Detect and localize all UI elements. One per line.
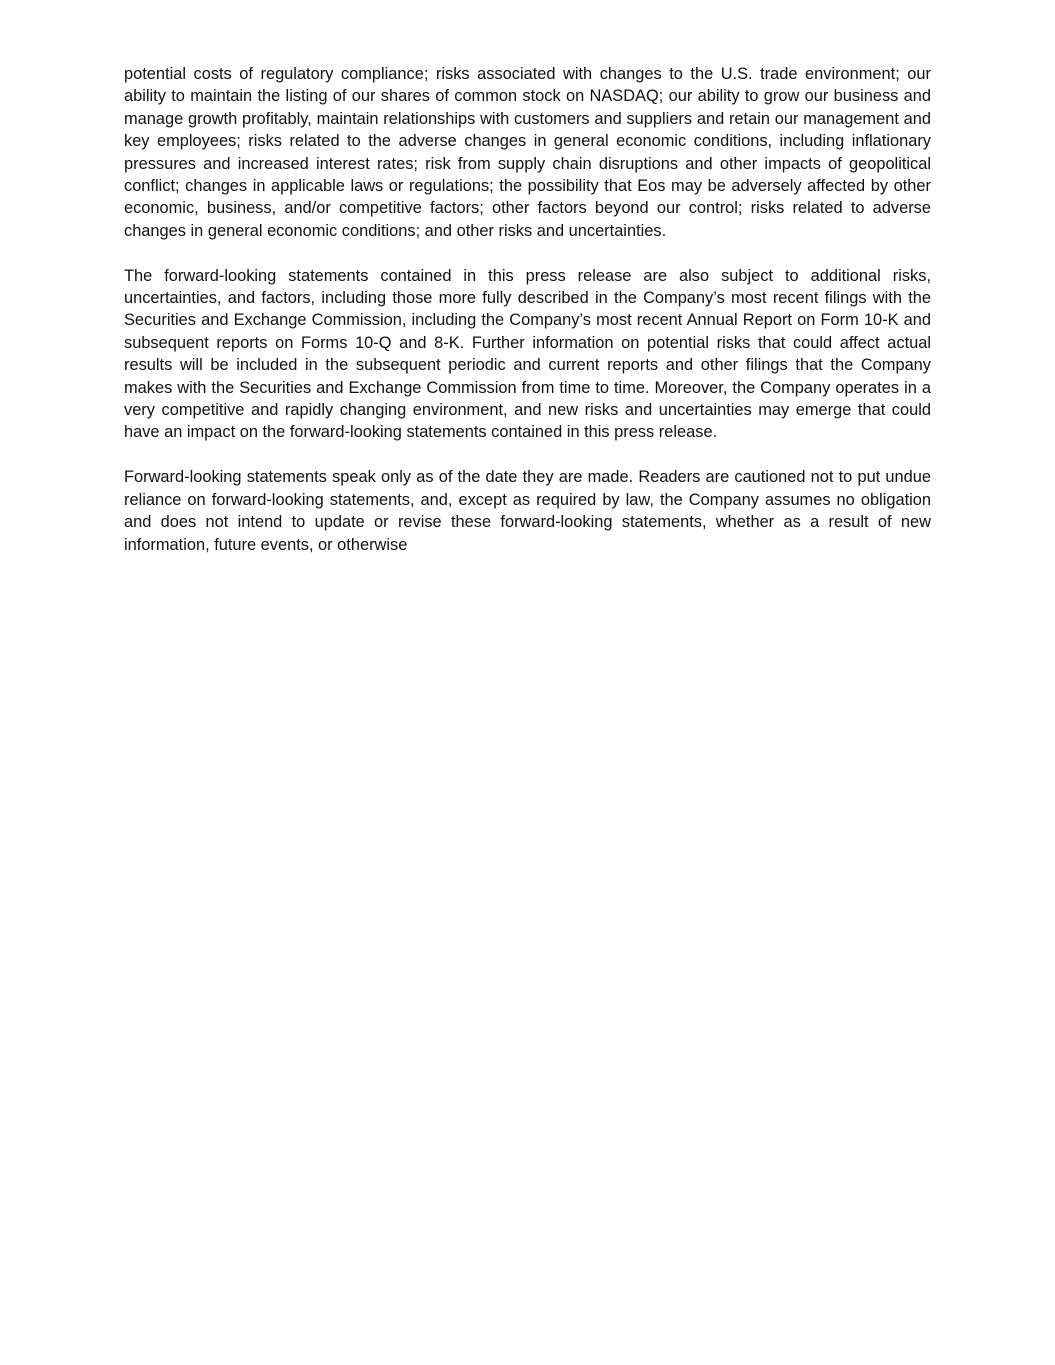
document-body	[124, 63, 931, 578]
paragraph-forward-looking-caution: Forward-looking statements speak only as of the date they are made. Readers are cautioned not to put undue reliance on forward-looking statements, and, except as required by law, the Company assumes no obligation and does not intend to update or revise these forward-looking statements, whether as a result of new information, future events, or otherwise	[124, 468, 931, 554]
paragraph-additional-risks: The forward-looking statements contained in this press release are also subject to additional risks, uncertainties, and factors, including those more fully described in the Company’s most recent filings with the Securities and Exchange Commission, including the Company’s most recent Annual Report on Form 10-K and subsequent reports on Forms 10-Q and 8-K. Further information on potential risks that could affect actual results will be included in the subsequent periodic and current reports and other filings that the Company makes with the Securities and Exchange Commission from time to time. Moreover, the Company operates in a very competitive and rapidly changing environment, and new risks and uncertainties may emerge that could have an impact on the forward-looking statements contained in this press release.	[124, 266, 931, 442]
paragraph-risk-factors: potential costs of regulatory compliance; risks associated with changes to the U.S. trade environment; our ability to maintain the listing of our shares of common stock on NASDAQ; our ability to grow our business and manage growth profitably, maintain relationships with customers and suppliers and retain our management and key employees; risks related to the adverse changes in general economic conditions, including inflationary pressures and increased interest rates; risk from supply chain disruptions and other impacts of geopolitical conflict; changes in applicable laws or regulations; the possibility that Eos may be adversely affected by other economic, business, and/or competitive factors; other factors beyond our control; risks related to adverse changes in general economic conditions; and other risks and uncertainties.	[124, 65, 931, 240]
